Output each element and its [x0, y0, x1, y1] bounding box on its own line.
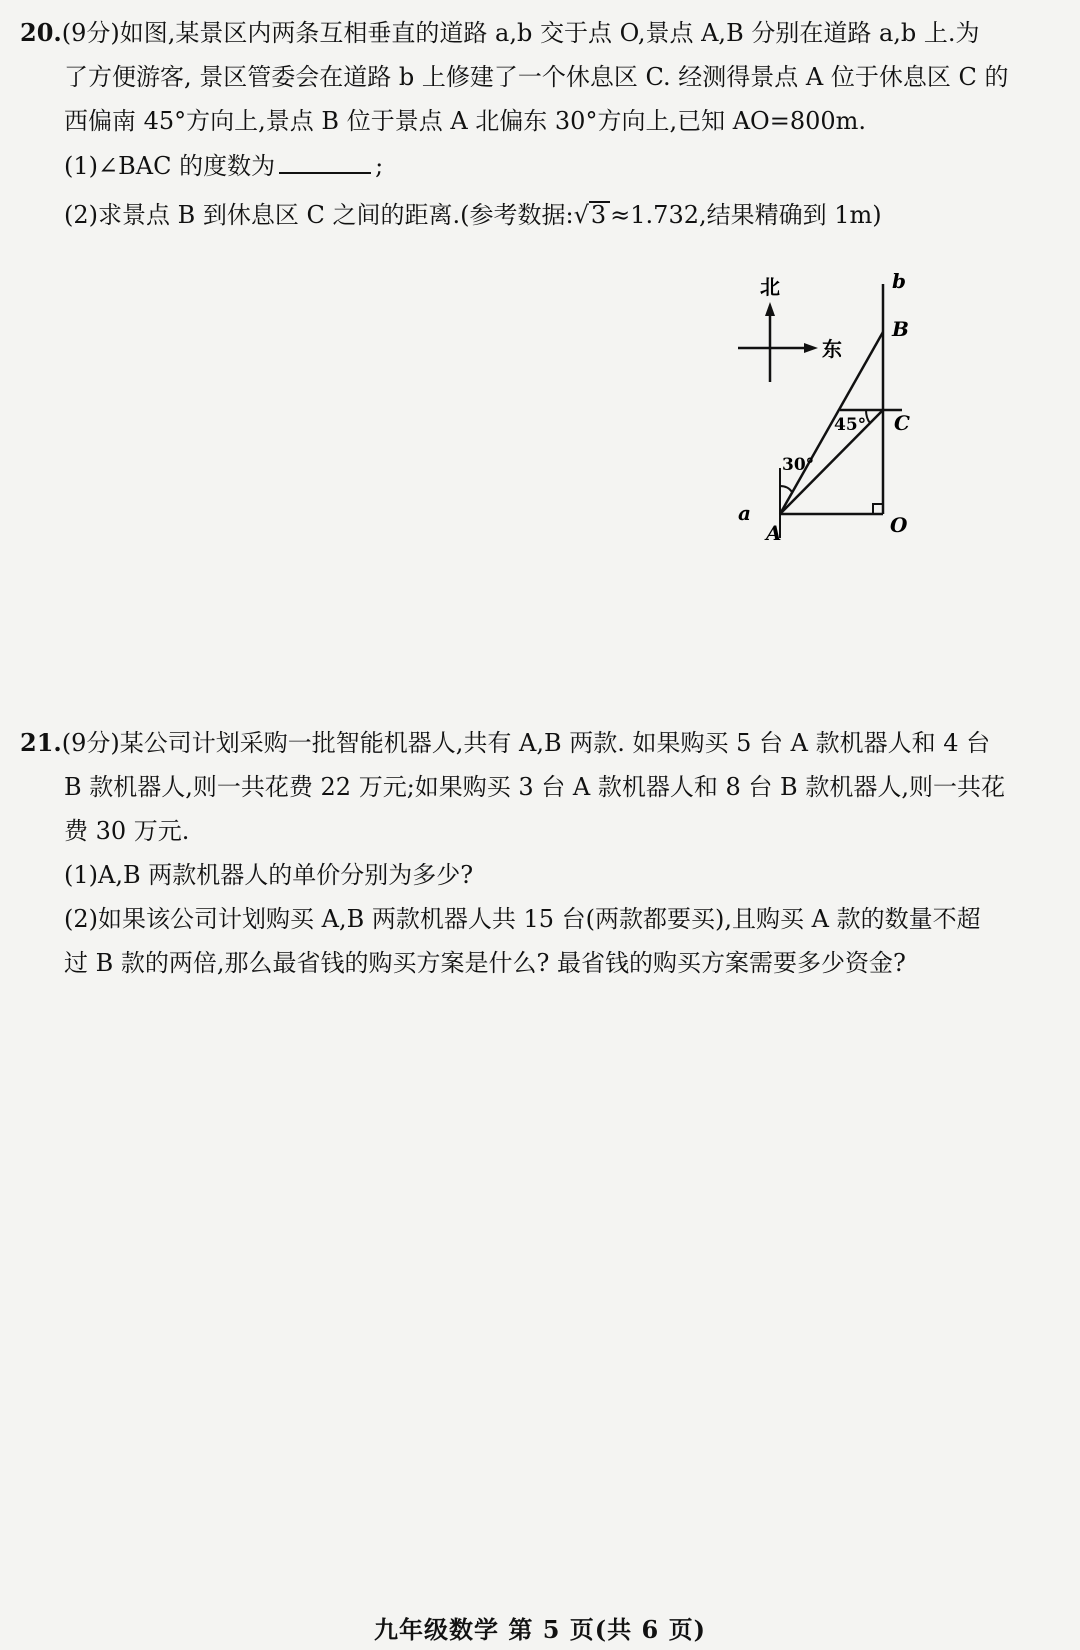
road-b-label: b [892, 270, 906, 293]
sqrt-radicand: 3 [589, 201, 610, 227]
angle-30-label: 30° [782, 455, 815, 475]
answer-blank [279, 150, 371, 174]
east-arrow-icon [804, 343, 818, 353]
q20-part-1 [64, 150, 383, 181]
q20-part-2 [64, 200, 882, 230]
q21-part-1: (1)A,B 两款机器人的单价分别为多少? [64, 861, 474, 889]
angle-45-arc [866, 410, 870, 423]
q21-part-2-line-2: 过 B 款的两倍,那么最省钱的购买方案是什么? 最省钱的购买方案需要多少资金? [64, 949, 906, 977]
north-label: 北 [760, 275, 780, 299]
geometry-diagram [730, 270, 970, 570]
q20-text-line-3: 西偏南 45°方向上,景点 B 位于景点 A 北偏东 30°方向上,已知 AO=800m. [64, 107, 867, 135]
angle-30-arc [780, 486, 792, 492]
q20-part-2-text: (2)求景点 B 到休息区 C 之间的距离.(参考数据: [64, 201, 574, 229]
road-a-label: a [738, 501, 751, 525]
point-a-label: A [766, 521, 782, 545]
point-c-label: C [894, 411, 910, 435]
q20-part-1-text: (1)∠BAC 的度数为 [64, 152, 276, 180]
q21-number: 21. [20, 728, 62, 757]
sqrt-symbol: √ [573, 201, 589, 229]
q21-text-line-3: 费 30 万元. [64, 817, 190, 845]
q21-line-1 [20, 728, 990, 758]
q20-part-1-end: ; [375, 152, 384, 180]
q21-text-line-1: (9分)某公司计划采购一批智能机器人,共有 A,B 两款. 如果购买 5 台 A 款机器人和 4 台 [61, 729, 991, 757]
q20-line-1 [20, 18, 980, 48]
angle-45-label: 45° [834, 415, 867, 435]
q20-text-line-2: 了方便游客, 景区管委会在道路 b 上修建了一个休息区 C. 经测得景点 A 位于休息区 C 的 [64, 63, 1009, 91]
point-b-label: B [892, 317, 909, 341]
north-arrow-icon [765, 302, 775, 316]
q21-part-2-line-1: (2)如果该公司计划购买 A,B 两款机器人共 15 台(两款都要买),且购买 A 款的数量不超 [64, 905, 981, 933]
east-label: 东 [822, 337, 842, 361]
page-footer: 九年级数学 第 5 页(共 6 页) [374, 1615, 706, 1644]
right-angle-mark [873, 504, 883, 514]
q20-part-2-end: ≈1.732,结果精确到 1m) [610, 201, 882, 229]
point-o-label: O [890, 513, 908, 537]
q20-number: 20. [20, 18, 62, 47]
q20-text-line-1: (9分)如图,某景区内两条互相垂直的道路 a,b 交于点 O,景点 A,B 分别在道路 a,b 上.为 [61, 19, 980, 47]
q21-text-line-2: B 款机器人,则一共花费 22 万元;如果购买 3 台 A 款机器人和 8 台 B 款机器人,则一共花 [64, 773, 1005, 801]
